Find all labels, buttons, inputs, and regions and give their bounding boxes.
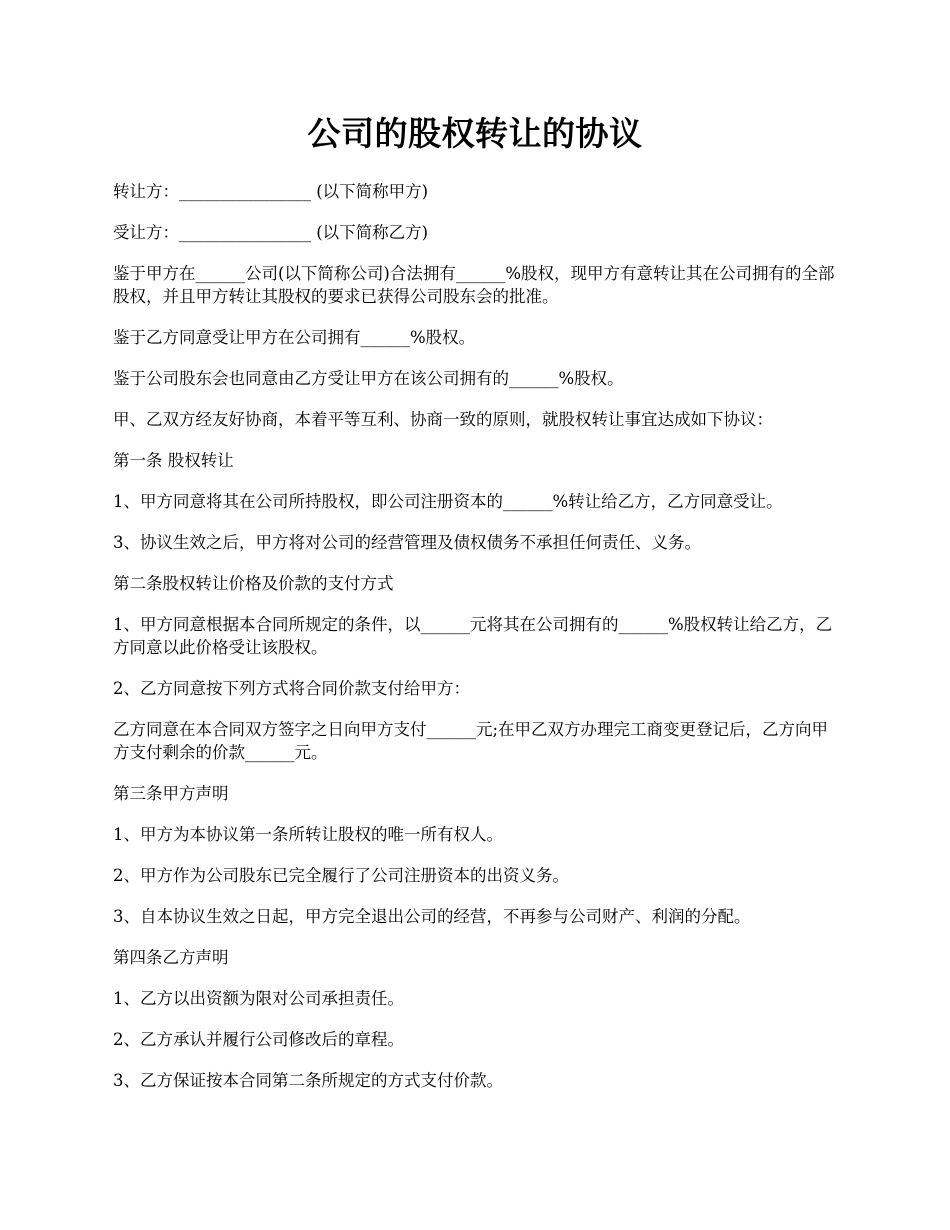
clause-paragraph: 2、乙方承认并履行公司修改后的章程。: [113, 1030, 404, 1049]
clause-paragraph: 1、乙方以出资额为限对公司承担责任。: [113, 989, 404, 1008]
document-title: 公司的股权转让的协议: [307, 114, 643, 153]
clause-paragraph: 3、自本协议生效之日起，甲方完全退出公司的经营，不再参与公司财产、利润的分配。: [113, 907, 751, 926]
transferee-line: 受让方：________________ (以下简称乙方): [113, 223, 429, 242]
clause-paragraph: 1、甲方为本协议第一条所转让股权的唯一所有权人。: [113, 825, 503, 844]
clause-paragraph: 2、甲方作为公司股东已完全履行了公司注册资本的出资义务。: [113, 866, 569, 885]
clause-paragraph: 乙方同意在本合同双方签字之日向甲方支付______元;在甲乙双方办理完工商变更登记后，乙方向甲方支付剩余的价款______元。: [113, 720, 829, 762]
clause-paragraph: 1、甲方同意根据本合同所规定的条件，以______元将其在公司拥有的______%股权转让给乙方，乙方同意以此价格受让该股权。: [113, 615, 833, 657]
transferor-line: 转让方：________________ (以下简称甲方): [113, 182, 429, 201]
article-3-heading: 第三条甲方声明: [113, 784, 229, 803]
clause-paragraph: 2、乙方同意按下列方式将合同价款支付给甲方：: [113, 679, 470, 698]
recital-paragraph: 鉴于公司股东会也同意由乙方受让甲方在该公司拥有的______%股权。: [113, 369, 624, 388]
document-body: [113, 180, 841, 1110]
recital-paragraph: 鉴于乙方同意受让甲方在公司拥有______%股权。: [113, 328, 476, 347]
clause-paragraph: 3、协议生效之后，甲方将对公司的经营管理及债权债务不承担任何责任、义务。: [113, 533, 701, 552]
clause-paragraph: 3、乙方保证按本合同第二条所规定的方式支付价款。: [113, 1071, 503, 1090]
article-1-heading: 第一条 股权转让: [113, 451, 234, 470]
clause-paragraph: 1、甲方同意将其在公司所持股权，即公司注册资本的______%转让给乙方，乙方同意受让。: [113, 492, 783, 511]
recital-paragraph: 鉴于甲方在______公司(以下简称公司)合法拥有______%股权，现甲方有意转让其在公司拥有的全部股权，并且甲方转让其股权的要求已获得公司股东会的批准。: [113, 264, 835, 306]
preamble-paragraph: 甲、乙双方经友好协商，本着平等互利、协商一致的原则，就股权转让事宜达成如下协议：: [113, 410, 773, 429]
article-2-heading: 第二条股权转让价格及价款的支付方式: [113, 574, 394, 593]
article-4-heading: 第四条乙方声明: [113, 948, 229, 967]
